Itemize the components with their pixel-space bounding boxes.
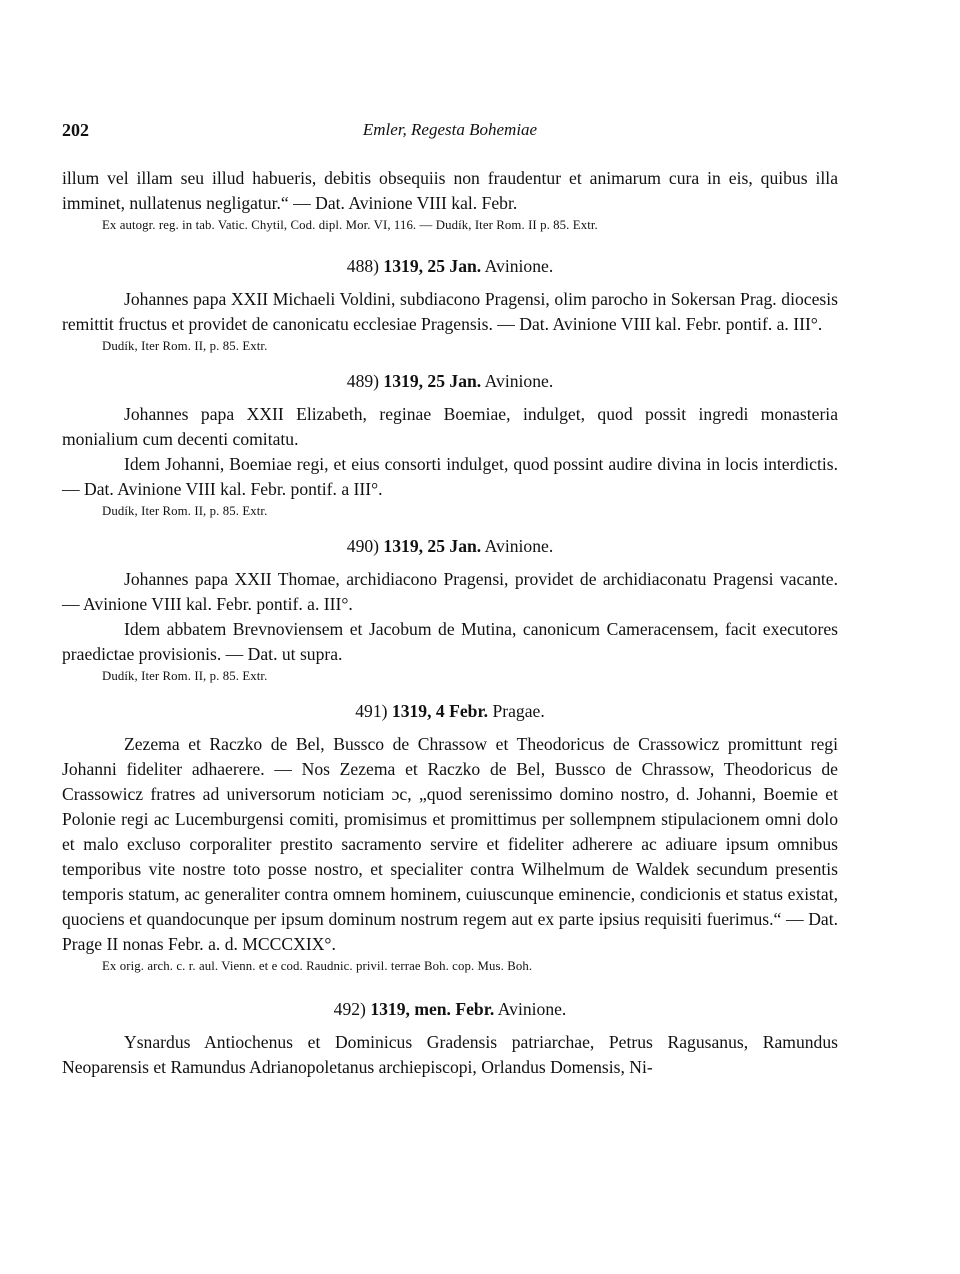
source-note: Ex autogr. reg. in tab. Vatic. Chytil, Cod. dipl. Mor. VI, 116. — Dudík, Iter Rom. II p. 85. Extr. bbox=[102, 218, 598, 232]
entry-number: 490) bbox=[346, 536, 380, 556]
source-note: Dudík, Iter Rom. II, p. 85. Extr. bbox=[102, 339, 268, 353]
regest-entry bbox=[62, 369, 838, 520]
entry-place: Avinione. bbox=[497, 999, 567, 1019]
entry-month: Jan. bbox=[449, 536, 482, 556]
entry-place: Avinione. bbox=[484, 256, 554, 276]
entry-place: Pragae. bbox=[492, 701, 545, 721]
running-title: Emler, Regesta Bohemiae bbox=[362, 120, 538, 139]
entry-heading bbox=[62, 699, 838, 724]
entry-year: 1319, bbox=[370, 999, 410, 1019]
entry-paragraph: Idem abbatem Brevnoviensem et Jacobum de Mutina, canonicum Cameracensem, facit executores praedictae provisionis. — Dat. ut supra. bbox=[62, 619, 838, 664]
entry-heading bbox=[62, 534, 838, 559]
regest-entry bbox=[62, 534, 838, 685]
entry-day: 25 bbox=[427, 256, 446, 276]
entry-paragraph: Johannes papa XXII Michaeli Voldini, subdiacono Pragensi, olim parocho in Sokersan Prag. diocesis remittit fructus et providet de canonicatu ecclesiae Pragensis. — Dat. Avinione VIII kal. Febr. pontif. a. III°. bbox=[62, 289, 838, 334]
regest-entry bbox=[62, 254, 838, 355]
entry-number: 492) bbox=[333, 999, 366, 1019]
source-note: Dudík, Iter Rom. II, p. 85. Extr. bbox=[102, 669, 268, 683]
regest-entry bbox=[62, 997, 838, 1080]
entry-day: 25 bbox=[427, 371, 446, 391]
entry-day: men. bbox=[414, 999, 451, 1019]
entry-year: 1319, bbox=[383, 371, 424, 391]
source-note: Ex orig. arch. c. r. aul. Vienn. et e cod. Raudnic. privil. terrae Boh. cop. Mus. Boh. bbox=[102, 959, 533, 973]
entry-place: Avinione. bbox=[484, 371, 554, 391]
entry-paragraph: Johannes papa XXII Thomae, archidiacono Pragensi, providet de archidiaconatu Pragensi vacante. — Avinione VIII kal. Febr. pontif. a. III°. bbox=[62, 569, 838, 614]
entry-month: Jan. bbox=[449, 256, 482, 276]
entry-number: 488) bbox=[346, 256, 380, 276]
entry-place: Avinione. bbox=[484, 536, 554, 556]
entry-month: Febr. bbox=[449, 701, 489, 721]
continuation-block bbox=[62, 166, 838, 234]
entry-day: 25 bbox=[427, 536, 446, 556]
entry-year: 1319, bbox=[383, 536, 424, 556]
continuation-text: illum vel illam seu illud habueris, debitis obsequiis non fraudentur et animarum cura in eis, quibus illa imminet, nullatenus negligatur.“ — Dat. Avinione VIII kal. Febr. bbox=[62, 168, 838, 213]
entry-heading bbox=[62, 369, 838, 394]
entry-year: 1319, bbox=[383, 256, 424, 276]
entry-number: 489) bbox=[346, 371, 380, 391]
entry-month: Jan. bbox=[449, 371, 482, 391]
entry-paragraph: Ysnardus Antiochenus et Dominicus Gradensis patriarchae, Petrus Ragusanus, Ramundus Neoparensis et Ramundus Adrianopoletanus archiepiscopi, Orlandus Domensis, Ni- bbox=[62, 1032, 838, 1077]
entry-paragraph: Idem Johanni, Boemiae regi, et eius consorti indulget, quod possint audire divina in locis interdictis. — Dat. Avinione VIII kal. Febr. pontif. a III°. bbox=[62, 454, 838, 499]
entry-year: 1319, bbox=[391, 701, 432, 721]
entry-paragraph: Zezema et Raczko de Bel, Bussco de Chrassow et Theodoricus de Crassowicz promittunt regi Johanni fideliter adhaerere. — Nos Zezema et Raczko de Bel, Bussco de Chrassow, Theodoricus de Crassowicz fratres ad universorum noticiam ɔc, „quod serenissimo domino nostro, d. Johanni, Boemie et Polonie regi ac Lucemburgensi comiti, promisimus et promittimus per sollempnem stipulacionem omni dolo et malo excluso corporaliter prestito sacramento servire et fideliter adherere ac adiuare ipsum omnibus temporibus vite nostre toto posse nostro, et specialiter contra Wilhelmum de Waldek secundum presentis temporis statum, ac generaliter contra omnem hominem, cuiuscunque eminencie, condicionis et status existat, quociens et quandocunque per ipsum dominum nostrum regem aut ex parte ipsius requisiti fuerimus.“ — Dat. Prage II nonas Febr. a. d. MCCCXIX°. bbox=[62, 734, 838, 954]
entry-number: 491) bbox=[355, 701, 388, 721]
source-note: Dudík, Iter Rom. II, p. 85. Extr. bbox=[102, 504, 268, 518]
page-header bbox=[62, 120, 838, 144]
entry-day: 4 bbox=[435, 701, 445, 721]
page-number: 202 bbox=[62, 120, 89, 140]
regest-entry bbox=[62, 699, 838, 975]
entry-paragraph: Johannes papa XXII Elizabeth, reginae Boemiae, indulget, quod possit ingredi monasteria monialium cum decenti comitatu. bbox=[62, 404, 838, 449]
entry-heading bbox=[62, 254, 838, 279]
page-body bbox=[62, 166, 838, 1080]
entry-month: Febr. bbox=[455, 999, 495, 1019]
entry-heading bbox=[62, 997, 838, 1022]
